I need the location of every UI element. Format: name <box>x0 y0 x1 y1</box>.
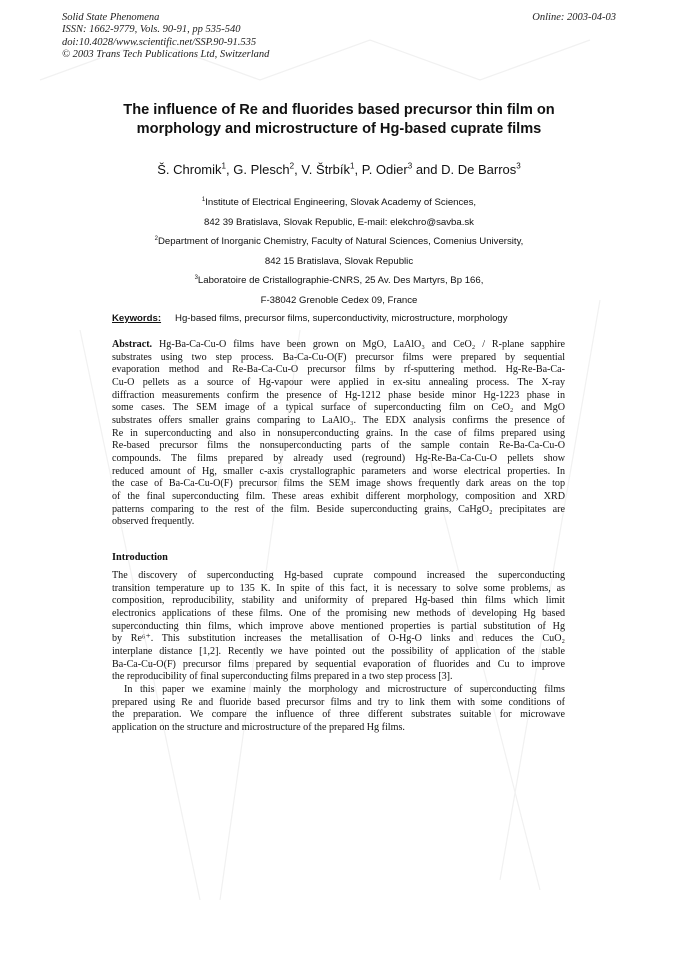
affiliations <box>62 193 616 311</box>
abstract <box>112 339 565 529</box>
keywords-label: Keywords: <box>112 313 162 324</box>
title-line: morphology and microstructure of Hg-based cuprate films <box>136 121 542 137</box>
intro-line: In this paper we examine mainly the morphology and microstructure of superconducting films <box>124 683 565 695</box>
affiliation-text: Institute of Electrical Engineering, Slovak Academy of Sciences, <box>205 197 477 208</box>
intro-line: composition, reproducibility, stability and uniformity of prepared Hg-based thin films which limit <box>112 595 565 607</box>
affiliation-line <box>62 193 616 213</box>
abstract-line: evaporation method and Re-Ba-Ca-Cu-O precursor films by rf-sputtering method. Hg-Re-Ba-Ca- <box>112 364 565 376</box>
affiliation-line <box>62 232 616 252</box>
affiliation-mark: 3 <box>194 275 198 282</box>
journal-name: Solid State Phenomena <box>62 12 160 23</box>
abstract-text: Hg-Ba-Ca-Cu-O films have been grown on MgO, LaAlO₃ and CeO₂ / R-plane sapphire <box>159 339 565 350</box>
journal-issn: ISSN: 1662-9779, Vols. 90-91, pp 535-540 <box>62 24 241 36</box>
introduction-body <box>112 570 565 735</box>
intro-line: transition temperature up to 135 K. In spite of this fact, it is necessary to solve some problems, as <box>112 582 565 594</box>
author-affiliation-mark: 2 <box>289 161 295 171</box>
author-name: P. Odier <box>361 162 408 177</box>
author-affiliation-mark: 3 <box>516 161 521 171</box>
affiliation-text: 842 15 Bratislava, Slovak Republic <box>264 255 414 267</box>
intro-line: the preparation. We compare the influence of three different substrates suitable for microwave <box>112 709 565 721</box>
author-affiliation-mark: 1 <box>349 161 355 171</box>
abstract-line: compounds. The films prepared by already used (reground) Hg-Re-Ba-Ca-Cu-O pellets show <box>112 452 565 464</box>
author-separator: , <box>226 162 234 177</box>
abstract-label: Abstract. <box>112 339 153 350</box>
abstract-line <box>112 339 565 352</box>
author-name: Š. Chromik <box>157 162 222 177</box>
abstract-line: the case of Ba-Ca-Cu-O(F) precursor films the SEM image shows frequently dark areas on the top <box>112 478 565 490</box>
intro-line: superconducting thin films, which improve above mentioned properties is partial substitution of Hg <box>112 620 565 632</box>
intro-line: interplane distance [1,2]. Recently we have pointed out the possibility of application of the stable <box>112 645 565 657</box>
author-separator: , <box>354 162 362 177</box>
affiliation-mark: 2 <box>154 236 158 242</box>
intro-line: Ba-Ca-Cu-O(F) precursor films prepared by sequential evaporation of fluorides and Cu to improve <box>112 658 565 670</box>
keywords-text: Hg-based films, precursor films, superconductivity, microstructure, morphology <box>175 313 508 324</box>
intro-line: prepared using Re and fluoride based precursor films and try to link them with some conditions of <box>112 696 565 708</box>
intro-line: electronics applications of these films. One of the promising new methods of developing Hg based <box>112 607 565 619</box>
paper-title <box>62 101 616 139</box>
abstract-line: of the final superconducting film. These areas exhibit different morphology, composition and XRD <box>112 490 565 502</box>
intro-line: application on the structure and microstructure of the prepared Hg films. <box>112 721 405 733</box>
online-date: Online: 2003-04-03 <box>532 12 616 23</box>
abstract-line: Cu-O pellets as a source of Hg-vapour were applied in ex-situ annealing process. The X-ray <box>112 376 565 388</box>
abstract-line: some cases. The SEM image of a typical surface of superconducting film on CeO₂ and MgO <box>112 402 565 414</box>
affiliation-line <box>62 252 616 272</box>
journal-header <box>62 12 269 62</box>
keywords <box>112 313 508 324</box>
abstract-line: Re in superconducting and also in nonsuperconducting grains. In the case of films prepared using <box>112 427 565 439</box>
abstract-line: reduced amount of Hg, smaller c-axis crystallographic parameters and worse electrical properties. In <box>112 465 565 477</box>
journal-doi: doi:10.4028/www.scientific.net/SSP.90-91.535 <box>62 36 257 48</box>
abstract-line: patterns comparing to the rest of the film. Beside superconducting grains, CaHgO₂ precipitates are <box>112 503 565 515</box>
author-separator: and <box>412 162 442 177</box>
author-name: V. Štrbík <box>301 162 350 177</box>
abstract-line: Re-based precursor films the nonsuperconducting parts of the sample contain Re-Ba-Ca-Cu-O <box>112 440 565 452</box>
affiliation-text: 842 39 Bratislava, Slovak Republic, E-mail: elekchro@savba.sk <box>204 216 474 228</box>
abstract-line: observed frequently. <box>112 516 195 528</box>
affiliation-line <box>62 213 616 233</box>
abstract-line: substrates using two step process. Ba-Ca-Cu-O(F) precursor films were prepared by sequential <box>112 351 565 363</box>
journal-copyright: © 2003 Trans Tech Publications Ltd, Switzerland <box>62 49 270 61</box>
author-list <box>62 162 616 178</box>
affiliation-line <box>62 291 616 311</box>
author-name: D. De Barros <box>441 162 517 177</box>
title-line: The influence of Re and fluorides based precursor thin film on <box>123 102 555 118</box>
abstract-line: substrates offers smaller grains comparing to LaAlO₃. The EDX analysis confirms the presence of <box>112 414 565 426</box>
author-separator: , <box>294 162 302 177</box>
author-affiliation-mark: 1 <box>221 161 227 171</box>
introduction-heading: Introduction <box>112 552 168 563</box>
author-affiliation-mark: 3 <box>407 161 413 171</box>
affiliation-line <box>62 271 616 291</box>
affiliation-mark: 1 <box>201 196 206 203</box>
affiliation-text: Laboratoire de Cristallographie-CNRS, 25 Av. Des Martyrs, Bp 166, <box>197 275 484 287</box>
abstract-line: diffraction measurements confirm the presence of Hg-1212 phase beside minor Hg-1223 phase in <box>112 389 565 401</box>
intro-line: The discovery of superconducting Hg-based cuprate compound increased the superconducting <box>112 570 565 581</box>
intro-line: the reproducibility of final superconducting films prepared in a two step process [3]. <box>112 671 453 683</box>
author-name: G. Plesch <box>233 162 290 177</box>
intro-line: by Re⁶⁺. This substitution increases the metallisation of O-Hg-O links and reduces the CuO₂ <box>112 633 565 645</box>
affiliation-text: F-38042 Grenoble Cedex 09, France <box>260 294 418 306</box>
affiliation-text: Department of Inorganic Chemistry, Faculty of Natural Sciences, Comenius University, <box>157 236 524 248</box>
